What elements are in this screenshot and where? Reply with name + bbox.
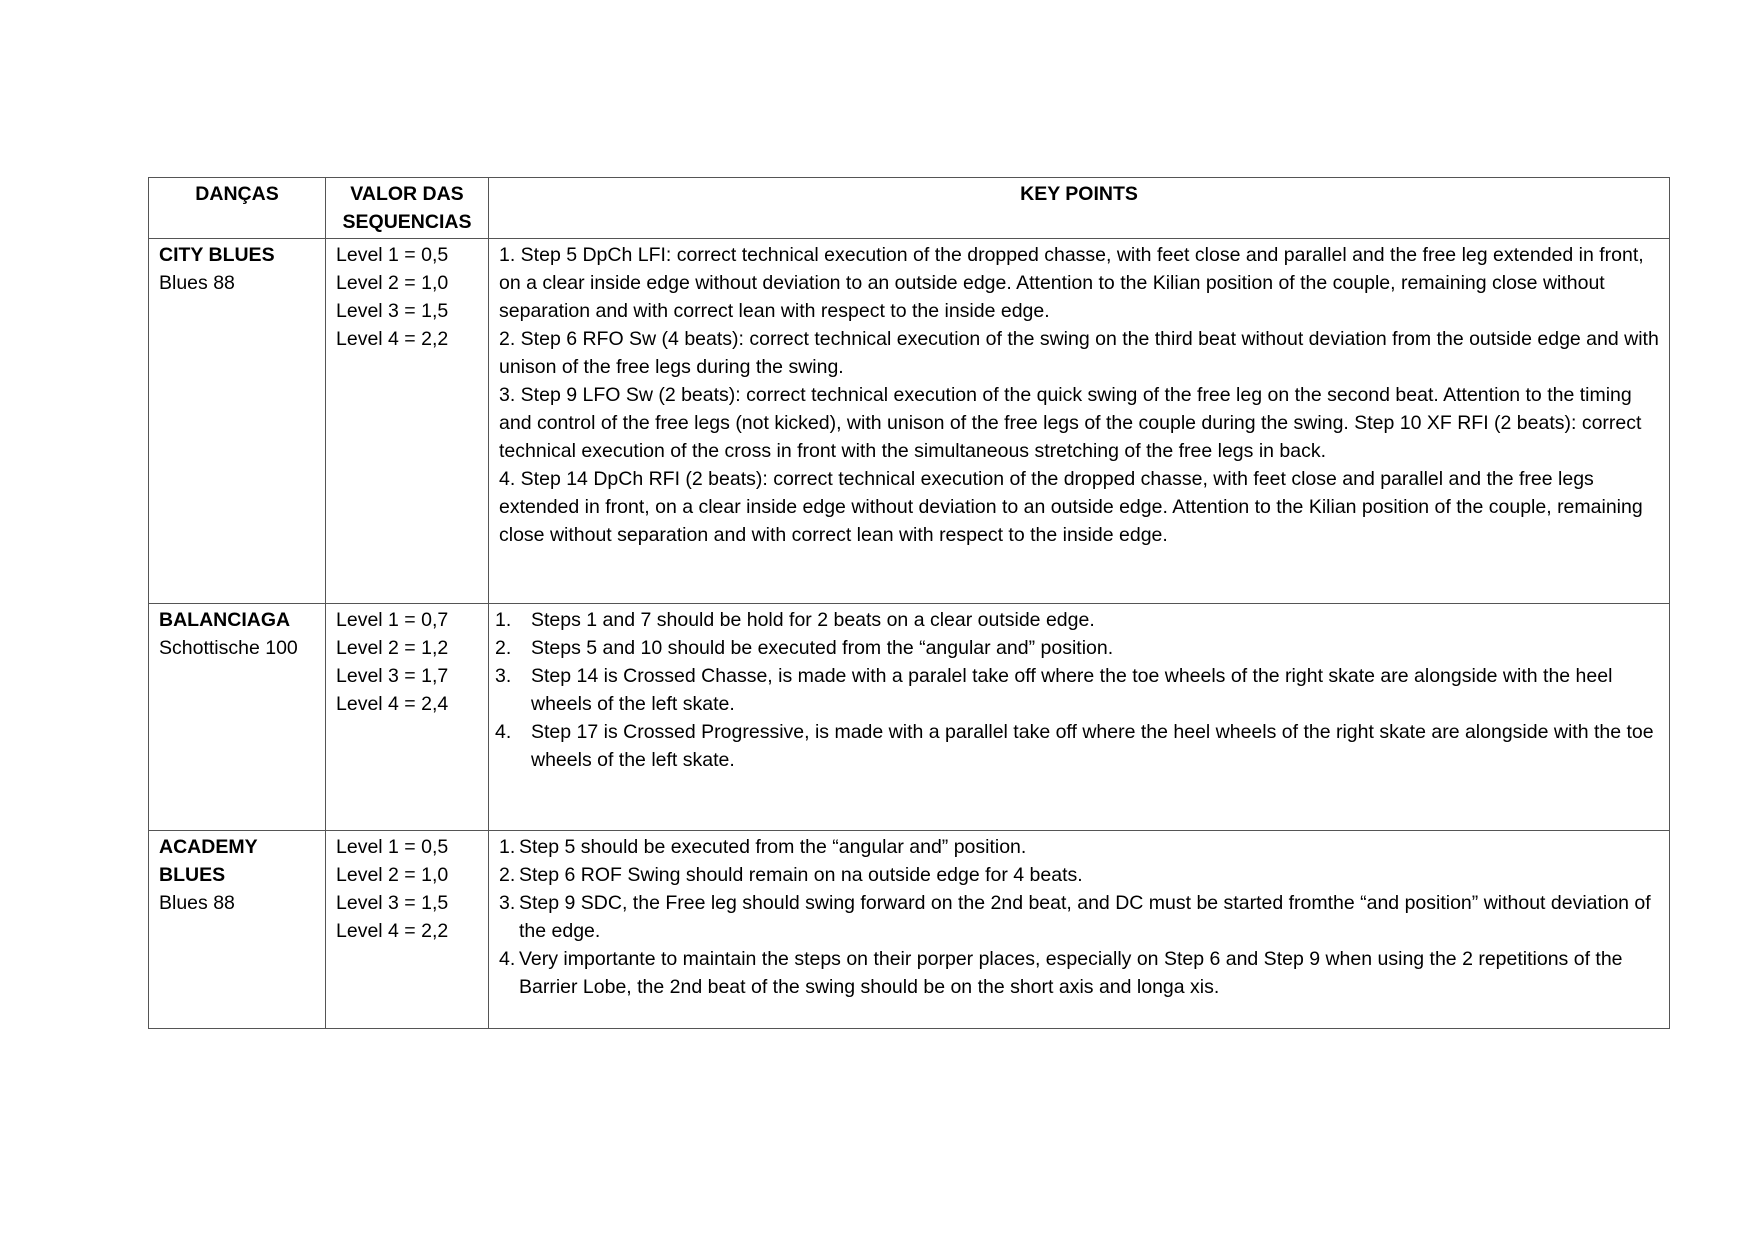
list-number: 1.: [495, 609, 512, 631]
dance-rhythm: Schottische 100: [159, 637, 298, 659]
level-value: Level 1 = 0,5: [336, 244, 449, 266]
list-text: Steps 1 and 7 should be hold for 2 beats on a clear outside edge.: [531, 609, 1095, 631]
dance-name: ACADEMY BLUES: [159, 836, 258, 886]
list-text: Steps 5 and 10 should be executed from the “angular and” position.: [531, 637, 1114, 659]
key-point-paragraph: 3. Step 9 LFO Sw (2 beats): correct technical execution of the quick swing of the free leg on the second beat. Attention to the timing and control of the free legs (not kicked), with unison of the free legs of the couple during the swing. Step 10 XF RFI (2 beats): correct technical execution of the cross in front with the simultaneous stretching of the free legs in back.: [499, 384, 1642, 462]
dance-rhythm: Blues 88: [159, 892, 235, 914]
header-values: VALOR DAS SEQUENCIAS: [326, 178, 489, 239]
key-point-paragraph: 4. Step 14 DpCh RFI (2 beats): correct technical execution of the dropped chasse, with feet close and parallel and the free legs extended in front, on a clear inside edge without deviation to an outside edge. Attention to the Kilian position of the couple, remaining close without separation and with correct lean with respect to the inside edge.: [499, 468, 1643, 546]
dance-cell: [149, 604, 326, 831]
list-item: [495, 634, 1659, 662]
table-header-row: [149, 178, 1670, 239]
level-value: Level 2 = 1,0: [336, 272, 449, 294]
list-item: [495, 606, 1659, 634]
key-points-table: [148, 177, 1670, 1029]
level-value: Level 1 = 0,5: [336, 836, 449, 858]
table-row: [149, 831, 1670, 1029]
list-text: Step 6 ROF Swing should remain on na outside edge for 4 beats.: [519, 864, 1083, 886]
list-text: Step 5 should be executed from the “angular and” position.: [519, 836, 1027, 858]
table-row: [149, 239, 1670, 604]
list-number: 1.: [499, 836, 516, 858]
dance-cell: [149, 831, 326, 1029]
list-text: Step 17 is Crossed Progressive, is made with a parallel take off where the heel wheels of the right skate are alongside with the toe wheels of the left skate.: [531, 721, 1654, 771]
dance-cell: [149, 239, 326, 604]
list-item: [495, 718, 1659, 774]
header-key-points: KEY POINTS: [489, 178, 1670, 239]
level-value: Level 4 = 2,4: [336, 693, 449, 715]
levels-cell: [326, 831, 489, 1029]
list-number: 4.: [499, 948, 516, 970]
list-text: Step 9 SDC, the Free leg should swing forward on the 2nd beat, and DC must be started fromthe “and position” without deviation of the edge.: [519, 892, 1651, 942]
list-text: Step 14 is Crossed Chasse, is made with a paralel take off where the toe wheels of the right skate are alongside with the heel wheels of the left skate.: [531, 665, 1613, 715]
key-points-list: [495, 606, 1659, 774]
dance-name: BALANCIAGA: [159, 609, 291, 631]
level-value: Level 3 = 1,5: [336, 892, 449, 914]
table-row: [149, 604, 1670, 831]
list-item: [495, 662, 1659, 718]
level-value: Level 2 = 1,0: [336, 864, 449, 886]
list-number: 4.: [495, 721, 512, 743]
dance-name: CITY BLUES: [159, 244, 275, 266]
list-number: 2.: [499, 864, 516, 886]
list-item: [499, 833, 1659, 861]
level-value: Level 2 = 1,2: [336, 637, 449, 659]
levels-cell: [326, 604, 489, 831]
key-point-paragraph: 1. Step 5 DpCh LFI: correct technical execution of the dropped chasse, with feet close and parallel and the free leg extended in front, on a clear inside edge without deviation to an outside edge. Attention to the Kilian position of the couple, remaining close without separation and with correct lean with respect to the inside edge.: [499, 244, 1644, 322]
levels-cell: [326, 239, 489, 604]
level-value: Level 3 = 1,7: [336, 665, 449, 687]
key-point-paragraph: 2. Step 6 RFO Sw (4 beats): correct technical execution of the swing on the third beat without deviation from the outside edge and with unison of the free legs during the swing.: [499, 328, 1659, 378]
level-value: Level 1 = 0,7: [336, 609, 449, 631]
list-text: Very importante to maintain the steps on their porper places, especially on Step 6 and Step 9 when using the 2 repetitions of the Barrier Lobe, the 2nd beat of the swing should be on the short axis and longa xis.: [519, 948, 1623, 998]
key-points-list: [499, 833, 1659, 1001]
level-value: Level 4 = 2,2: [336, 920, 449, 942]
list-item: [499, 945, 1659, 1001]
list-item: [499, 889, 1659, 945]
dance-rhythm: Blues 88: [159, 272, 235, 294]
list-number: 2.: [495, 637, 512, 659]
key-points-cell: [489, 831, 1670, 1029]
key-points-cell: [489, 239, 1670, 604]
list-number: 3.: [495, 665, 512, 687]
level-value: Level 4 = 2,2: [336, 328, 449, 350]
level-value: Level 3 = 1,5: [336, 300, 449, 322]
key-points-cell: [489, 604, 1670, 831]
list-item: [499, 861, 1659, 889]
header-dances: DANÇAS: [149, 178, 326, 239]
list-number: 3.: [499, 892, 516, 914]
